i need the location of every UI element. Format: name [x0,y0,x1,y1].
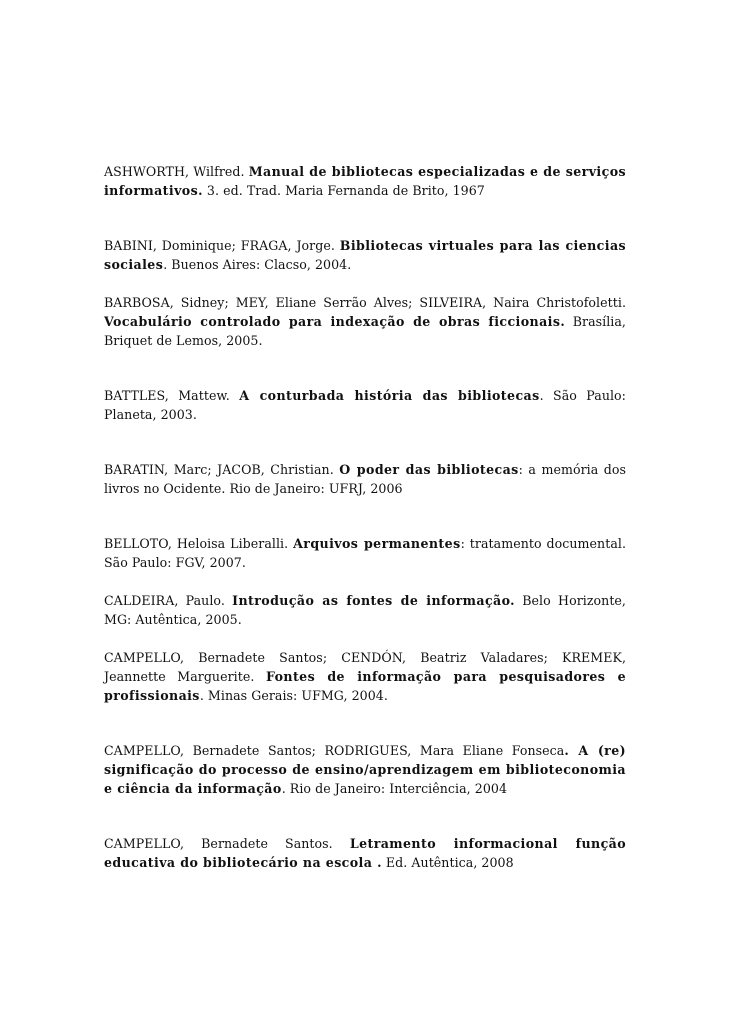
reference-title: Letramento informacional função educativa do bibliotecário na escola . [104,836,626,870]
reference-details: . Rio de Janeiro: Interciência, 2004 [281,781,508,796]
reference-details: . Minas Gerais: UFMG, 2004. [199,688,388,703]
reference-authors: CAMPELLO, Bernadete Santos. [104,836,350,851]
reference-entry [104,162,626,200]
reference-title: A conturbada história das bibliotecas [239,388,540,403]
reference-details: : tratamento documental. São Paulo: FGV, 2007. [104,536,627,570]
reference-entry [104,460,626,498]
reference-title: Vocabulário controlado para indexação de obras ficcionais. [104,314,566,329]
reference-entry [104,834,626,872]
reference-entry [104,236,626,274]
reference-entry [104,741,626,798]
reference-details: . São Paulo: Planeta, 2003. [104,388,626,422]
reference-entry [104,293,626,350]
reference-authors: BATTLES, Mattew. [104,388,240,403]
reference-entry [104,591,626,629]
reference-details: : a memória dos livros no Ocidente. Rio de Janeiro: UFRJ, 2006 [104,462,627,496]
reference-title: O poder das bibliotecas [339,462,519,477]
reference-title: Arquivos permanentes [293,536,461,551]
reference-list [104,162,626,872]
reference-details: Belo Horizonte, MG: Autêntica, 2005. [104,593,626,627]
reference-authors: BARBOSA, Sidney; MEY, Eliane Serrão Alves; SILVEIRA, Naira Christofoletti. [104,295,626,310]
reference-authors: BELLOTO, Heloisa Liberalli. [104,536,294,551]
reference-details: Ed. Autêntica, 2008 [381,855,514,870]
reference-authors: ASHWORTH, Wilfred. [104,164,249,179]
reference-entry [104,534,626,572]
reference-details: 3. ed. Trad. Maria Fernanda de Brito, 1967 [202,183,485,198]
reference-authors: BARATIN, Marc; JACOB, Christian. [104,462,340,477]
reference-entry [104,648,626,705]
reference-title: Manual de bibliotecas especializadas e de serviços informativos. [104,164,626,198]
reference-title: Fontes de informação para pesquisadores e profissionais [104,669,626,703]
reference-title: Bibliotecas virtuales para las ciencias sociales [104,238,626,272]
reference-title: . A (re) significação do processo de ensino/aprendizagem em biblioteconomia e ciência da informação [104,743,626,796]
reference-title: Introdução as fontes de informação. [232,593,515,608]
reference-authors: CAMPELLO, Bernadete Santos; CENDÓN, Beatriz Valadares; KREMEK, Jeannette Marguerite. [104,650,626,684]
reference-details: . Buenos Aires: Clacso, 2004. [163,257,352,272]
reference-authors: CALDEIRA, Paulo. [104,593,233,608]
reference-details: Brasília, Briquet de Lemos, 2005. [104,314,626,348]
reference-authors: CAMPELLO, Bernadete Santos; RODRIGUES, Mara Eliane Fonseca [104,743,565,758]
reference-authors: BABINI, Dominique; FRAGA, Jorge. [104,238,340,253]
reference-entry [104,386,626,424]
